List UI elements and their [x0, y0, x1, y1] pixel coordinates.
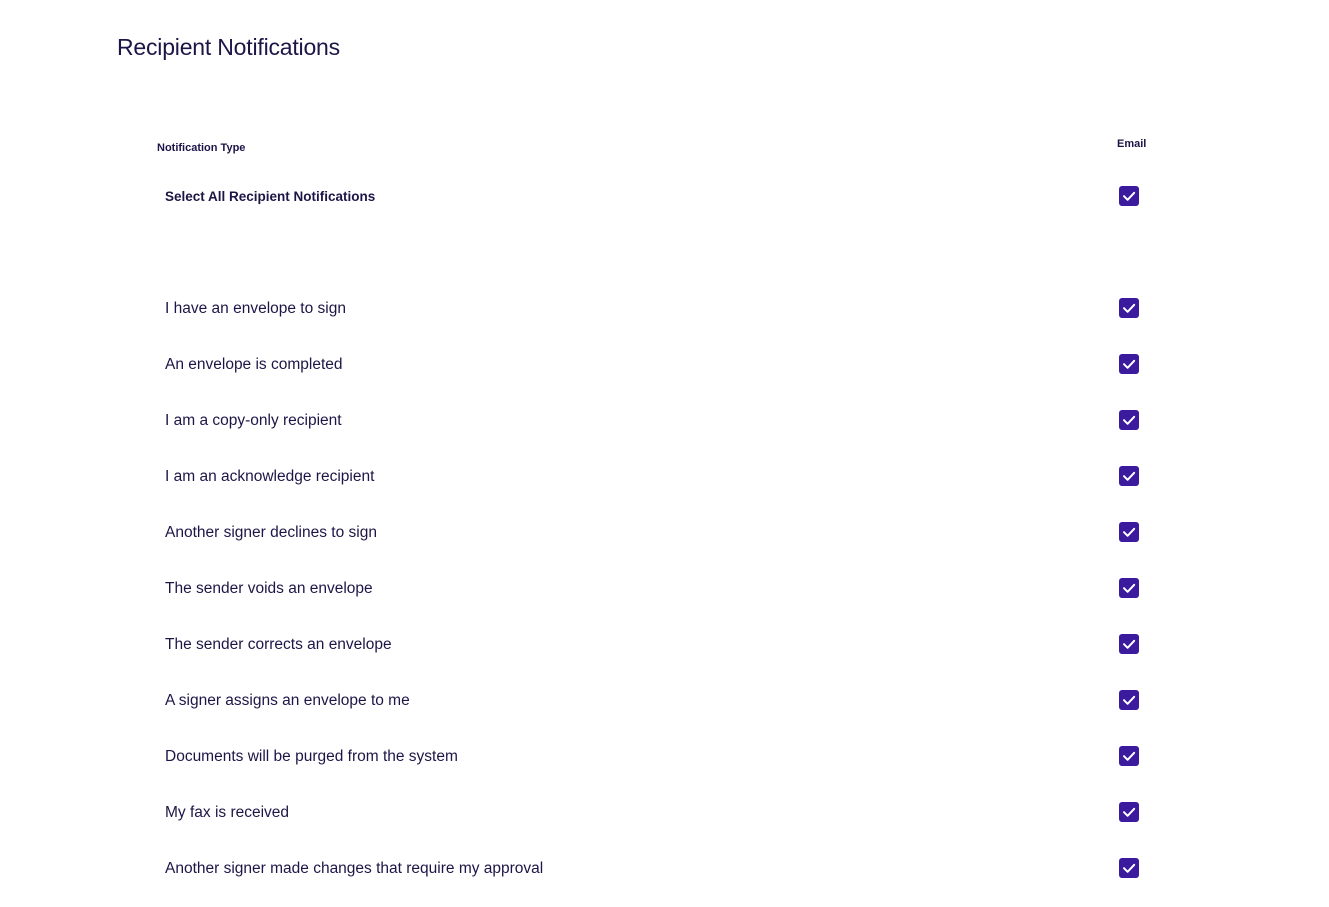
checkmark-icon: [1119, 634, 1139, 654]
email-checkbox[interactable]: [1119, 522, 1139, 542]
select-all-label: Select All Recipient Notifications: [165, 189, 376, 204]
notification-label: The sender voids an envelope: [165, 580, 373, 597]
column-header-email: Email: [1117, 138, 1147, 150]
checkmark-icon: [1119, 186, 1139, 206]
notification-row: [165, 296, 1145, 322]
email-checkbox[interactable]: [1119, 634, 1139, 654]
notification-label: An envelope is completed: [165, 356, 343, 373]
notification-label: Documents will be purged from the system: [165, 748, 458, 765]
notification-label: My fax is received: [165, 804, 290, 821]
column-header-notification-type: Notification Type: [157, 142, 246, 154]
email-checkbox[interactable]: [1119, 746, 1139, 766]
notification-row: [165, 744, 1145, 770]
notification-row: [165, 576, 1145, 602]
email-checkbox[interactable]: [1119, 578, 1139, 598]
notification-row: [165, 688, 1145, 714]
checkmark-icon: [1119, 578, 1139, 598]
notification-label: I am a copy-only recipient: [165, 412, 342, 429]
notification-row: [165, 800, 1145, 826]
notification-label: A signer assigns an envelope to me: [165, 692, 410, 709]
notification-row: [165, 632, 1145, 658]
notification-label: Another signer made changes that require my approval: [165, 860, 544, 877]
checkmark-icon: [1119, 410, 1139, 430]
checkmark-icon: [1119, 298, 1139, 318]
notification-label: The sender corrects an envelope: [165, 636, 392, 653]
checkmark-icon: [1119, 746, 1139, 766]
email-checkbox[interactable]: [1119, 802, 1139, 822]
notification-label: I am an acknowledge recipient: [165, 468, 375, 485]
select-all-checkbox[interactable]: [1119, 186, 1139, 206]
checkmark-icon: [1119, 522, 1139, 542]
notification-row: [165, 464, 1145, 490]
email-checkbox[interactable]: [1119, 690, 1139, 710]
notification-row: [165, 856, 1145, 882]
email-checkbox[interactable]: [1119, 858, 1139, 878]
email-checkbox[interactable]: [1119, 466, 1139, 486]
checkmark-icon: [1119, 354, 1139, 374]
notification-row: [165, 352, 1145, 378]
select-all-row: [165, 184, 1145, 210]
checkmark-icon: [1119, 858, 1139, 878]
notification-row: [165, 520, 1145, 546]
notification-label: I have an envelope to sign: [165, 300, 346, 317]
notification-row: [165, 408, 1145, 434]
email-checkbox[interactable]: [1119, 298, 1139, 318]
notification-label: Another signer declines to sign: [165, 524, 377, 541]
page-title: Recipient Notifications: [117, 34, 340, 60]
checkmark-icon: [1119, 802, 1139, 822]
checkmark-icon: [1119, 690, 1139, 710]
email-checkbox[interactable]: [1119, 410, 1139, 430]
email-checkbox[interactable]: [1119, 354, 1139, 374]
checkmark-icon: [1119, 466, 1139, 486]
